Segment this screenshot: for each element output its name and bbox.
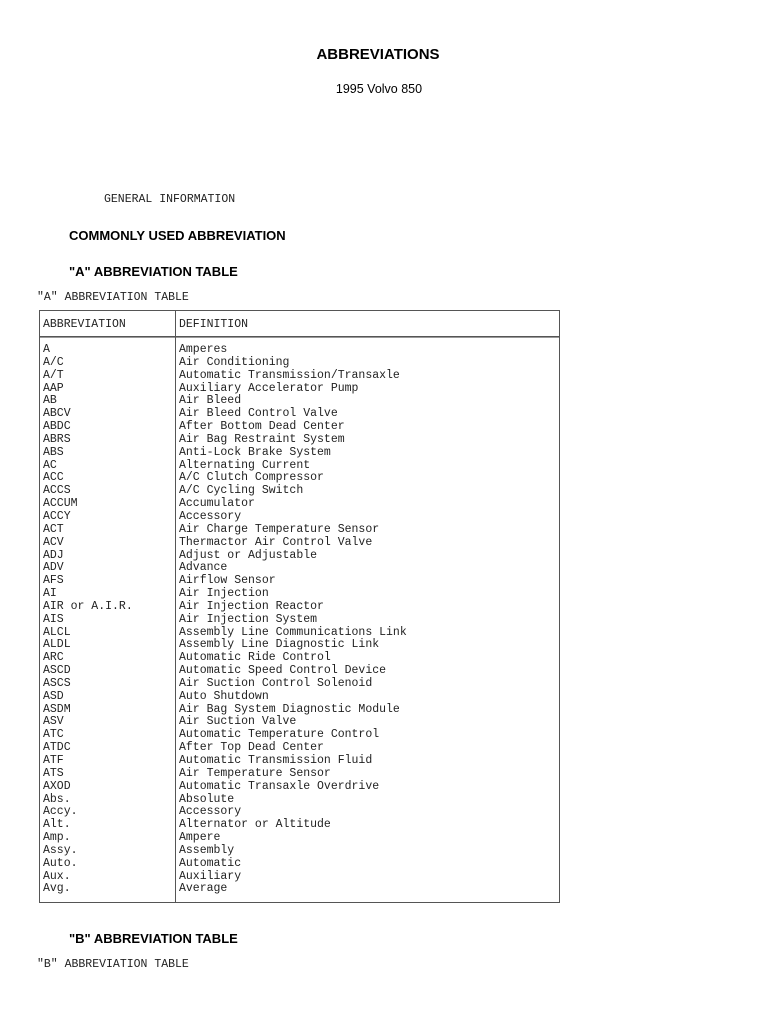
definition-cell: Air Temperature Sensor [179, 766, 331, 780]
a-abbreviation-table [39, 310, 560, 903]
abbreviation-cell: ACC [43, 471, 64, 485]
table-row [40, 550, 559, 563]
definition-cell: Auxiliary [179, 869, 242, 883]
definition-cell: Thermactor Air Control Valve [179, 535, 373, 549]
abbreviation-cell: ALCL [43, 625, 71, 639]
table-row [40, 794, 559, 807]
section-general-information: GENERAL INFORMATION [104, 193, 236, 206]
abbreviation-cell: Accy. [43, 805, 78, 819]
abbreviation-cell: AB [43, 394, 57, 408]
abbreviation-cell: ADJ [43, 548, 64, 562]
definition-cell: Auto Shutdown [179, 689, 269, 703]
table-row [40, 704, 559, 717]
table-row [40, 524, 559, 537]
table-header [40, 311, 559, 337]
abbreviation-cell: ATDC [43, 741, 71, 755]
abbreviation-cell: AFS [43, 574, 64, 588]
abbreviation-cell: A [43, 343, 50, 356]
definition-cell: Automatic Transaxle Overdrive [179, 779, 380, 793]
abbreviation-cell: Amp. [43, 831, 71, 845]
definition-cell: Automatic Transmission Fluid [179, 754, 373, 767]
table-row [40, 421, 559, 434]
heading-b-table: "B" ABBREVIATION TABLE [69, 931, 238, 946]
definition-cell: Auxiliary Accelerator Pump [179, 381, 359, 395]
definition-cell: Alternating Current [179, 458, 311, 472]
definition-cell: Absolute [179, 792, 235, 806]
table-row [40, 537, 559, 550]
table-row [40, 562, 559, 575]
table-row [40, 601, 559, 614]
header-divider [40, 337, 559, 338]
abbreviation-cell: ALDL [43, 638, 71, 652]
table-row [40, 614, 559, 627]
abbreviation-cell: ATS [43, 766, 64, 780]
table-row [40, 447, 559, 460]
abbreviation-cell: ACCUM [43, 497, 78, 511]
abbreviation-cell: AAP [43, 381, 64, 395]
definition-cell: Air Charge Temperature Sensor [179, 522, 380, 536]
abbreviation-cell: A/T [43, 368, 64, 382]
table-row [40, 344, 559, 357]
table-row [40, 498, 559, 511]
table-row [40, 768, 559, 781]
abbreviation-cell: ADV [43, 561, 64, 575]
abbreviation-cell: ABCV [43, 407, 71, 421]
abbreviation-cell: ASDM [43, 702, 71, 716]
table-row [40, 383, 559, 396]
abbreviation-cell: ASV [43, 715, 64, 729]
abbreviation-cell: AXOD [43, 779, 71, 793]
table-row [40, 781, 559, 794]
table-row [40, 665, 559, 678]
abbreviation-cell: ATC [43, 728, 64, 742]
definition-cell: Alternator or Altitude [179, 818, 331, 832]
table-row [40, 357, 559, 370]
abbreviation-cell: Alt. [43, 818, 71, 832]
table-row [40, 370, 559, 383]
definition-cell: Air Injection Reactor [179, 599, 324, 613]
definition-cell: Ampere [179, 831, 221, 845]
abbreviation-cell: Assy. [43, 843, 78, 857]
abbreviation-cell: Avg. [43, 882, 71, 896]
definition-cell: Air Injection [179, 587, 269, 601]
abbreviation-cell: ASD [43, 689, 64, 703]
abbreviation-cell: AC [43, 458, 57, 472]
definition-cell: Assembly Line Communications Link [179, 625, 407, 639]
table-row [40, 511, 559, 524]
definition-cell: After Top Dead Center [179, 741, 324, 755]
caption-b-table: "B" ABBREVIATION TABLE [37, 958, 189, 971]
definition-cell: Anti-Lock Brake System [179, 445, 331, 459]
definition-cell: Average [179, 882, 228, 896]
column-header-abbreviation: ABBREVIATION [43, 318, 126, 331]
definition-cell: Accessory [179, 509, 242, 523]
definition-cell: Automatic [179, 856, 242, 870]
table-row [40, 691, 559, 704]
definition-cell: Automatic Ride Control [179, 651, 331, 665]
abbreviation-cell: ASCD [43, 664, 71, 678]
table-row [40, 755, 559, 768]
definition-cell: A/C Clutch Compressor [179, 471, 324, 485]
definition-cell: Automatic Transmission/Transaxle [179, 368, 400, 382]
definition-cell: Adjust or Adjustable [179, 548, 318, 562]
abbreviation-cell: ABRS [43, 432, 71, 446]
abbreviation-cell: Auto. [43, 856, 78, 870]
abbreviation-cell: ABS [43, 445, 64, 459]
abbreviation-cell: ACT [43, 522, 64, 536]
table-row [40, 832, 559, 845]
abbreviation-cell: AI [43, 587, 57, 601]
definition-cell: Air Bleed Control Valve [179, 407, 338, 421]
definition-cell: Assembly Line Diagnostic Link [179, 638, 380, 652]
abbreviation-cell: ACCS [43, 484, 71, 498]
abbreviation-cell: AIR or A.I.R. [43, 599, 133, 613]
heading-a-table: "A" ABBREVIATION TABLE [69, 264, 238, 279]
abbreviation-cell: ACV [43, 535, 64, 549]
column-header-definition: DEFINITION [179, 318, 249, 331]
table-row [40, 434, 559, 447]
abbreviation-cell: AIS [43, 612, 64, 626]
definition-cell: Air Suction Valve [179, 715, 297, 729]
abbreviation-cell: ABDC [43, 420, 71, 434]
definition-cell: Assembly [179, 843, 235, 857]
definition-cell: Automatic Temperature Control [179, 728, 380, 742]
definition-cell: Air Bag Restraint System [179, 432, 345, 446]
table-row [40, 678, 559, 691]
table-row [40, 883, 559, 896]
abbreviation-cell: ASCS [43, 676, 71, 690]
abbreviation-cell: ARC [43, 651, 64, 665]
definition-cell: Accessory [179, 805, 242, 819]
definition-cell: Amperes [179, 343, 228, 356]
abbreviation-cell: ACCY [43, 509, 71, 523]
definition-cell: A/C Cycling Switch [179, 484, 304, 498]
definition-cell: Air Bag System Diagnostic Module [179, 702, 400, 716]
abbreviation-cell: Abs. [43, 792, 71, 806]
heading-commonly-used: COMMONLY USED ABBREVIATION [69, 228, 286, 243]
vehicle-subtitle: 1995 Volvo 850 [335, 82, 423, 96]
definition-cell: Automatic Speed Control Device [179, 664, 387, 678]
table-row [40, 871, 559, 884]
abbreviation-cell: ATF [43, 754, 64, 767]
caption-a-table: "A" ABBREVIATION TABLE [37, 291, 189, 304]
table-row [40, 858, 559, 871]
table-row [40, 819, 559, 832]
definition-cell: Air Bleed [179, 394, 242, 408]
definition-cell: Air Suction Control Solenoid [179, 676, 373, 690]
table-row [40, 845, 559, 858]
abbreviation-cell: Aux. [43, 869, 71, 883]
table-row [40, 485, 559, 498]
abbreviation-cell: A/C [43, 355, 64, 369]
table-row [40, 588, 559, 601]
definition-cell: Accumulator [179, 497, 255, 511]
table-body [40, 344, 559, 896]
definition-cell: Air Injection System [179, 612, 318, 626]
definition-cell: Advance [179, 561, 228, 575]
definition-cell: Airflow Sensor [179, 574, 276, 588]
table-row [40, 575, 559, 588]
definition-cell: Air Conditioning [179, 355, 290, 369]
definition-cell: After Bottom Dead Center [179, 420, 345, 434]
page-title: ABBREVIATIONS [316, 46, 440, 63]
